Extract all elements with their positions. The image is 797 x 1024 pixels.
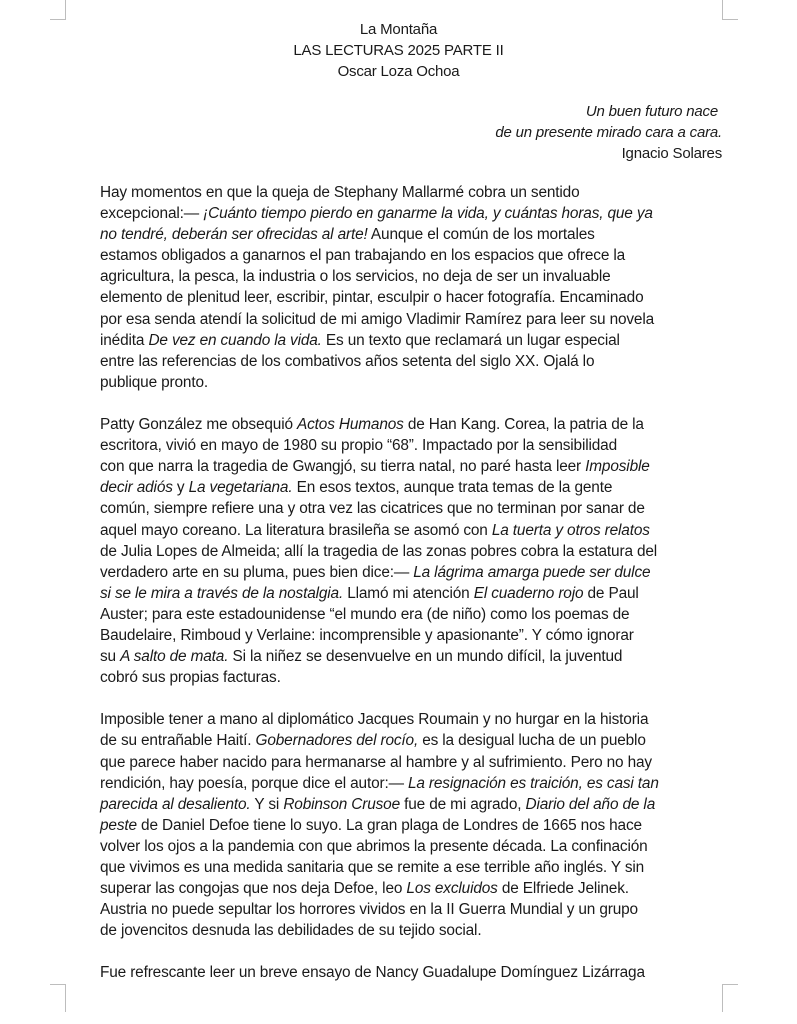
text-segment: elemento de plenitud leer, escribir, pintar, esculpir o hacer fotografía. Encaminado bbox=[100, 289, 644, 307]
text-segment: de Julia Lopes de Almeida; allí la tragedia de las zonas pobres cobra la estatura del bbox=[100, 542, 658, 560]
text-segment: Y si bbox=[250, 795, 284, 813]
text-line bbox=[100, 477, 760, 498]
italic-text: El cuaderno rojo bbox=[473, 584, 584, 602]
epigraph bbox=[495, 101, 722, 164]
crop-mark-top-right bbox=[722, 0, 738, 20]
text-line bbox=[100, 266, 760, 287]
text-segment: escritora, vivió en mayo de 1980 su propio “68”. Impactado por la sensibilidad bbox=[100, 437, 618, 455]
text-line bbox=[100, 414, 760, 435]
text-segment: agricultura, la pesca, la industria o los servicios, no deja de ser un invaluable bbox=[100, 268, 611, 286]
text-line bbox=[100, 520, 760, 541]
text-line bbox=[100, 562, 760, 583]
text-line bbox=[100, 899, 760, 920]
italic-text: Actos Humanos bbox=[297, 416, 404, 434]
epigraph-line: Un buen futuro nace bbox=[585, 103, 718, 120]
text-line bbox=[100, 794, 760, 815]
text-line bbox=[100, 836, 760, 857]
italic-text: De vez en cuando la vida. bbox=[148, 331, 322, 349]
text-segment: su bbox=[100, 648, 121, 666]
text-line bbox=[100, 456, 760, 477]
text-segment: Baudelaire, Rimboud y Verlaine: incomprensible y apasionante”. Y cómo ignorar bbox=[100, 626, 634, 644]
text-segment: de Elfriede Jelinek. bbox=[497, 880, 629, 898]
text-line bbox=[100, 709, 760, 730]
text-segment: Si la niñez se desenvuelve en un mundo difícil, la juventud bbox=[228, 648, 623, 666]
text-line bbox=[100, 309, 760, 330]
italic-text: A salto de mata. bbox=[120, 648, 229, 666]
italic-text: peste bbox=[100, 816, 137, 834]
text-segment: es la desigual lucha de un pueblo bbox=[418, 732, 646, 750]
italic-text: Los excluidos bbox=[406, 880, 498, 898]
text-segment: que parece haber nacido para hermanarse al hambre y al sufrimiento. Pero no hay bbox=[100, 753, 652, 771]
text-segment: Aunque el común de los mortales bbox=[367, 226, 595, 244]
italic-text: La resignación es traición, es casi tan bbox=[407, 774, 659, 792]
text-line bbox=[100, 245, 760, 266]
document-header bbox=[0, 19, 797, 82]
text-segment: cobró sus propias facturas. bbox=[100, 669, 281, 687]
text-segment: con que narra la tragedia de Gwangjó, su tierra natal, no paré hasta leer bbox=[100, 458, 586, 476]
text-line bbox=[100, 541, 760, 562]
text-segment: de Daniel Defoe tiene lo suyo. La gran plaga de Londres de 1665 nos hace bbox=[136, 816, 642, 834]
text-line bbox=[100, 857, 760, 878]
text-segment: verdadero arte en su pluma, pues bien dice:— bbox=[100, 563, 414, 581]
text-segment: superar las congojas que nos deja Defoe, leo bbox=[100, 880, 407, 898]
italic-text: Robinson Crusoe bbox=[283, 795, 400, 813]
text-line bbox=[100, 351, 760, 372]
text-line bbox=[100, 878, 760, 899]
epigraph-line: de un presente mirado cara a cara. bbox=[495, 124, 722, 141]
text-segment: aquel mayo coreano. La literatura brasileña se asomó con bbox=[100, 521, 492, 539]
text-segment: Fue refrescante leer un breve ensayo de Nancy Guadalupe Domínguez Lizárraga bbox=[100, 964, 645, 982]
text-line bbox=[100, 667, 760, 688]
text-segment: de su entrañable Haití. bbox=[100, 732, 256, 750]
text-line bbox=[100, 182, 760, 203]
text-line bbox=[100, 752, 760, 773]
italic-text: no tendré, deberán ser ofrecidas al arte! bbox=[100, 226, 368, 244]
italic-text: Gobernadores del rocío, bbox=[255, 732, 419, 750]
italic-text: si se le mira a través de la nostalgia. bbox=[100, 584, 344, 602]
text-segment: de Han Kang. Corea, la patria de la bbox=[403, 416, 644, 434]
text-line bbox=[100, 583, 760, 604]
text-line bbox=[100, 962, 760, 983]
text-line bbox=[100, 920, 760, 941]
text-segment: Patty González me obsequió bbox=[100, 416, 297, 434]
text-segment: En esos textos, aunque trata temas de la gente bbox=[292, 479, 613, 497]
text-line bbox=[100, 773, 760, 794]
epigraph-attribution: Ignacio Solares bbox=[621, 145, 722, 162]
text-line bbox=[100, 730, 760, 751]
italic-text: La vegetariana. bbox=[188, 479, 293, 497]
text-segment: por esa senda atendí la solicitud de mi amigo Vladimir Ramírez para leer su novela bbox=[100, 310, 655, 328]
text-line bbox=[100, 498, 760, 519]
article-title: LAS LECTURAS 2025 PARTE II bbox=[293, 42, 504, 59]
text-segment: Austria no puede sepultar los horrores vividos en la II Guerra Mundial y un grupo bbox=[100, 901, 638, 919]
crop-mark-top-left bbox=[50, 0, 66, 20]
italic-text: ¡Cuánto tiempo pierdo en ganarme la vida, y cuántas horas, que ya bbox=[203, 205, 653, 223]
text-segment: inédita bbox=[100, 331, 149, 349]
author-name: Oscar Loza Ochoa bbox=[337, 63, 460, 80]
text-line bbox=[100, 646, 760, 667]
paragraph bbox=[100, 182, 760, 393]
text-segment: Es un texto que reclamará un lugar especial bbox=[321, 331, 620, 349]
paragraph bbox=[100, 709, 760, 941]
italic-text: decir adiós bbox=[100, 479, 173, 497]
article-body bbox=[100, 182, 760, 1005]
text-segment: común, siempre refiere una y otra vez las cicatrices que no terminan por sanar de bbox=[100, 500, 645, 518]
italic-text: La tuerta y otros relatos bbox=[491, 521, 650, 539]
text-segment: fue de mi agrado, bbox=[400, 795, 526, 813]
italic-text: Imposible bbox=[585, 458, 650, 476]
crop-mark-bottom-left bbox=[50, 984, 66, 1012]
italic-text: La lágrima amarga puede ser dulce bbox=[413, 563, 651, 581]
text-segment: rendición, hay poesía, porque dice el autor:— bbox=[100, 774, 408, 792]
paragraph bbox=[100, 962, 760, 983]
publication-name: La Montaña bbox=[359, 21, 438, 38]
text-line bbox=[100, 435, 760, 456]
text-segment: Llamó mi atención bbox=[343, 584, 474, 602]
text-line bbox=[100, 372, 760, 393]
italic-text: parecida al desaliento. bbox=[100, 795, 251, 813]
text-line bbox=[100, 287, 760, 308]
text-segment: Hay momentos en que la queja de Stephany Mallarmé cobra un sentido bbox=[100, 184, 580, 201]
text-segment: y bbox=[172, 479, 189, 497]
text-segment: que vivimos es una medida sanitaria que se remite a ese terrible año inglés. Y sin bbox=[100, 859, 645, 876]
text-segment: Auster; para este estadounidense “el mundo era (de niño) como los poemas de bbox=[100, 605, 630, 623]
text-line bbox=[100, 330, 760, 351]
text-segment: publique pronto. bbox=[100, 373, 208, 391]
text-segment: Imposible tener a mano al diplomático Jacques Roumain y no hurgar en la historia bbox=[100, 711, 649, 729]
text-line bbox=[100, 203, 760, 224]
text-line bbox=[100, 625, 760, 646]
text-line bbox=[100, 604, 760, 625]
paragraph bbox=[100, 414, 760, 688]
text-segment: volver los ojos a la pandemia con que abrimos la presente década. La confinación bbox=[100, 837, 648, 855]
text-segment: excepcional:— bbox=[100, 205, 204, 223]
text-line bbox=[100, 224, 760, 245]
italic-text: Diario del año de la bbox=[525, 795, 656, 813]
text-segment: de jovencitos desnuda las debilidades de su tejido social. bbox=[100, 922, 482, 940]
text-line bbox=[100, 815, 760, 836]
text-segment: estamos obligados a ganarnos el pan trabajando en los espacios que ofrece la bbox=[100, 247, 626, 265]
text-segment: de Paul bbox=[583, 584, 639, 602]
text-segment: entre las referencias de los combativos años setenta del siglo XX. Ojalá lo bbox=[100, 352, 595, 370]
